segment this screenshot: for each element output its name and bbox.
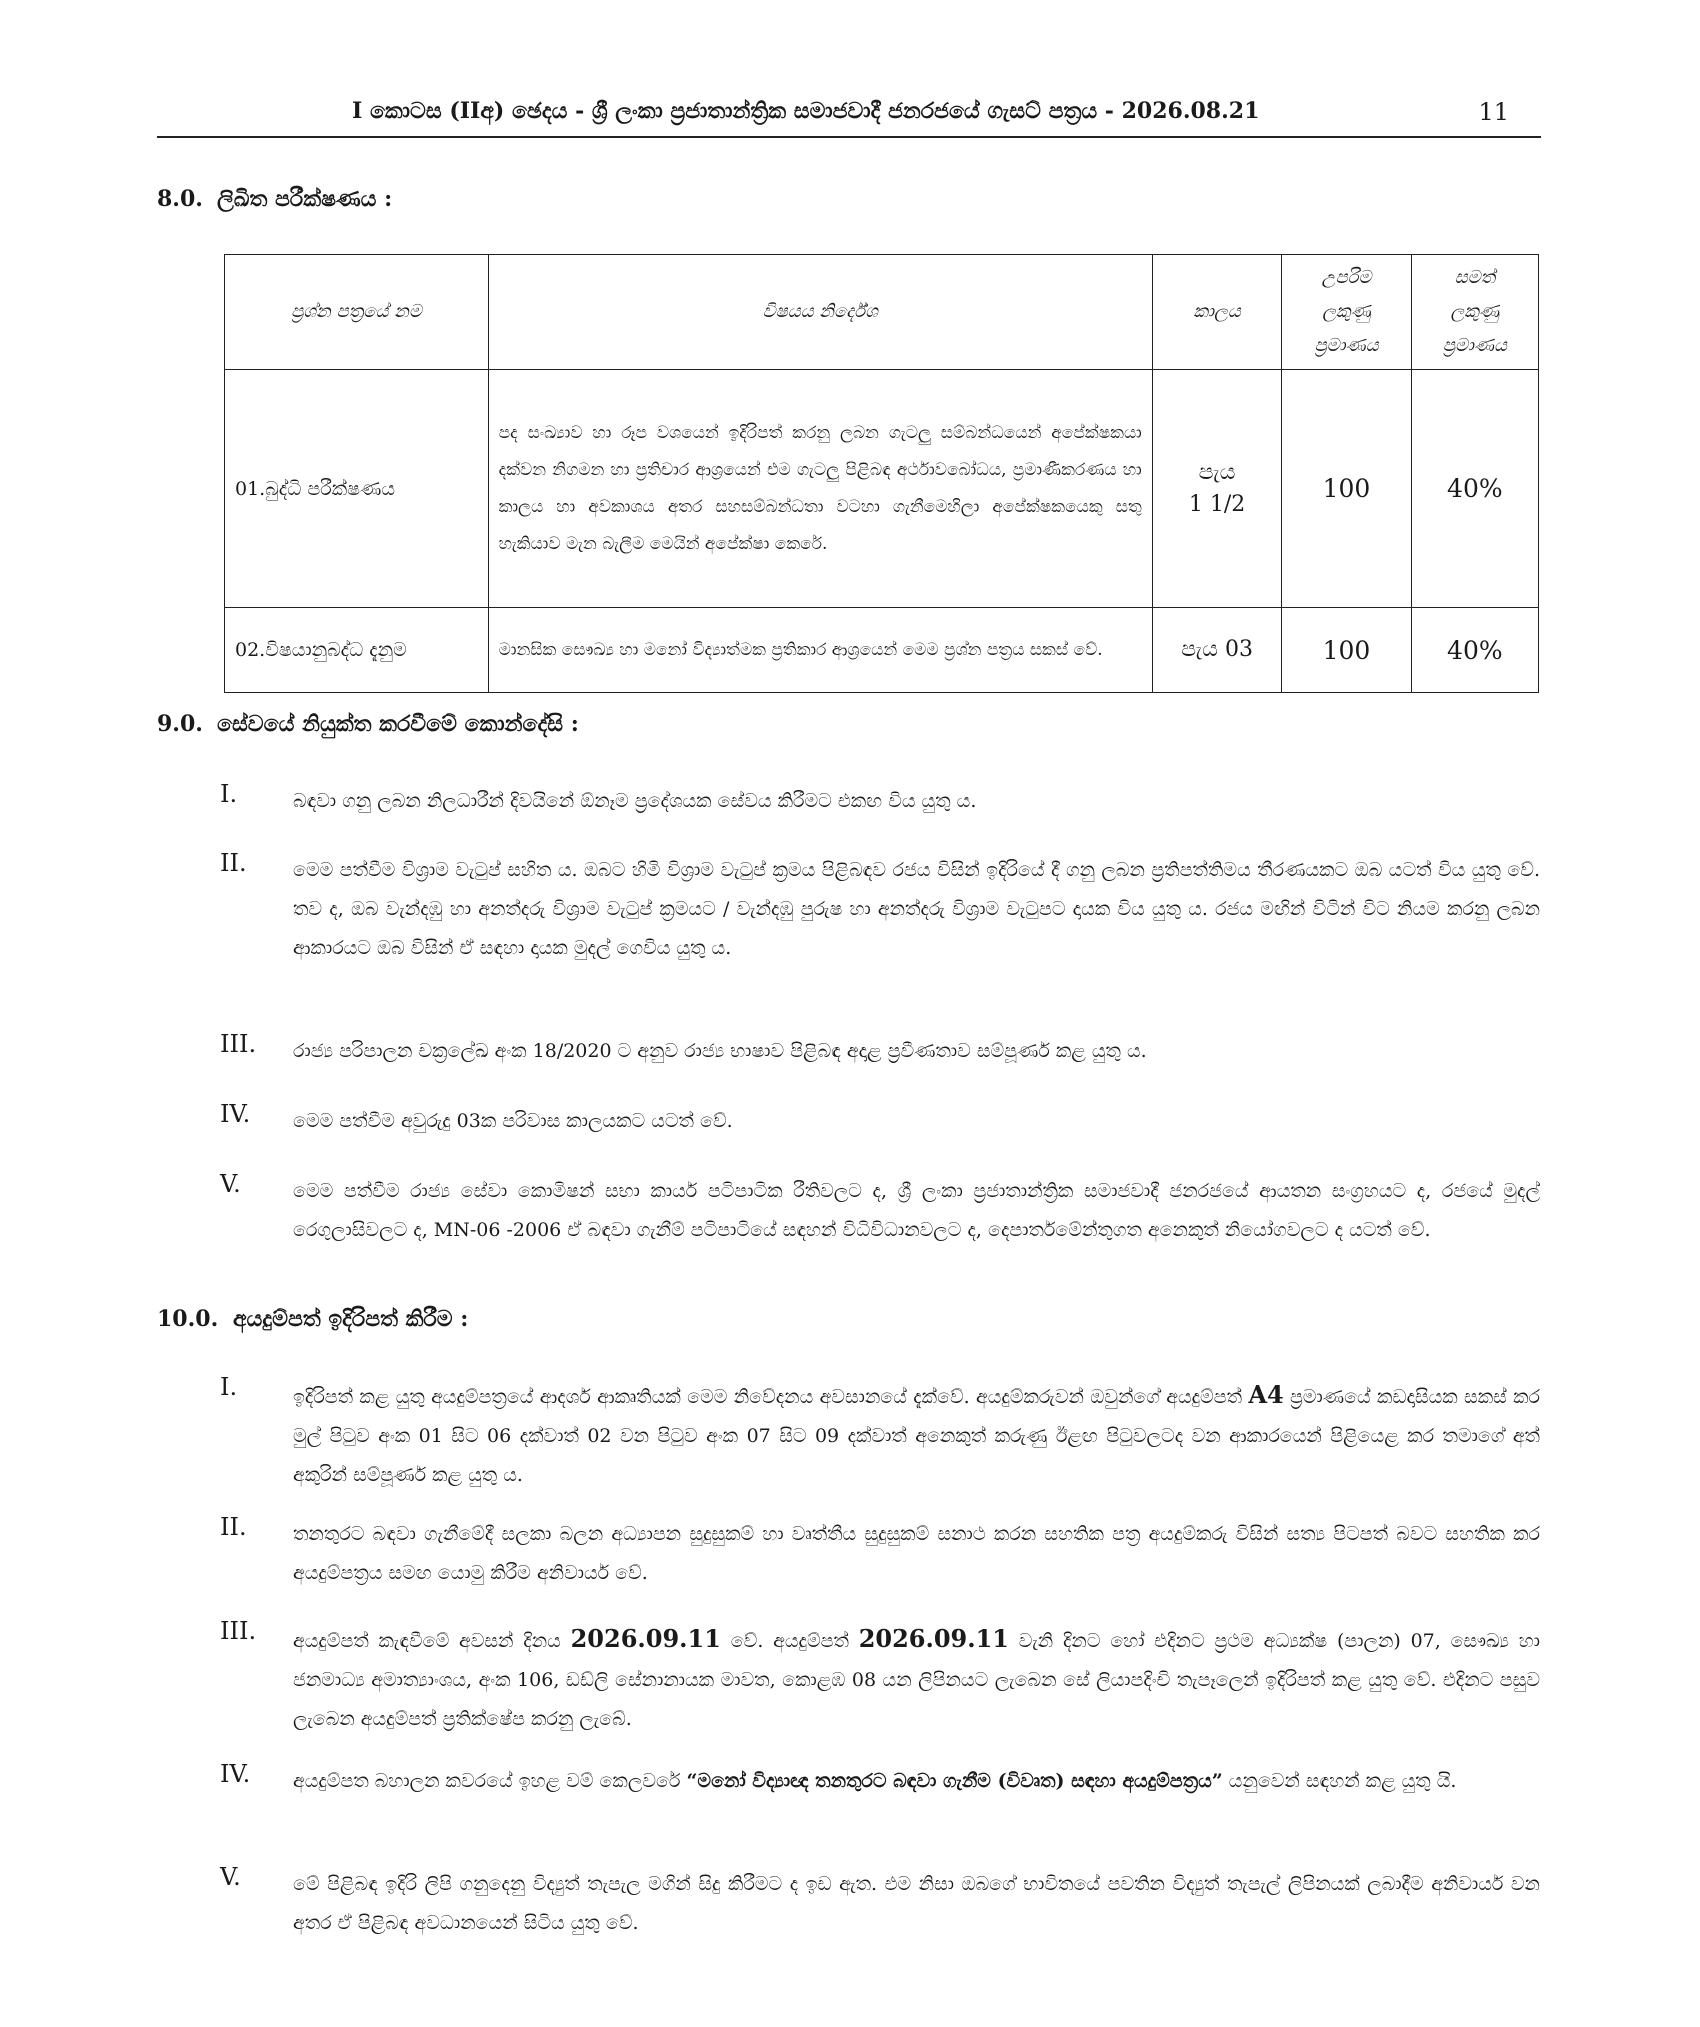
written-exam-table	[224, 254, 1539, 693]
paper-name-cell: 01.බුද්ධි පරීක්ෂණය	[225, 370, 489, 608]
table-row	[225, 608, 1539, 693]
page-number: 11	[1478, 98, 1509, 126]
section-title: අයදුම්පත් ඉදිරිපත් කිරීම :	[233, 1306, 469, 1332]
item-text: මෙම පත්වීම රාජ්‍ය සේවා කොමිෂන් සභා කාර්ය පටිපාටික රීතිවලට ද, ශ්‍රී ලංකා ප්‍රජාතාන්ත්‍රික සමාජවාදී ජනරජයේ ආයතන සංග්‍රහයට ද, රජයේ මුදල් රෙගුලාසිවලට ද, MN-06 -2006 ඒ බඳවා ගැනීම් පටිපාටියේ සඳහන් විධිවිධානවලට ද, දෙපාර්තමේන්තුගත අනෙකුත් නියෝගවලට ද යටත් වේ.	[293, 1180, 1540, 1241]
max-marks-cell: 100	[1282, 370, 1411, 608]
duration-cell: පැය 03	[1152, 608, 1282, 693]
item-text: බඳවා ගනු ලබන නිලධාරීන් දිවයිනේ ඕනෑම ප්‍රදේශයක සේවය කිරීමට එකඟ විය යුතු ය.	[293, 790, 977, 812]
col-header-pass-marks-text: සමත් ලකුණු ප්‍රමාණය	[1442, 267, 1507, 356]
gazette-title: I කොටස (IIඅ) ඡෙදය - ශ්‍රී ලංකා ප්‍රජාතාන්ත්‍රික සමාජවාදී ජනරජයේ ගැසට් පත්‍රය - 2026.08.21	[352, 98, 1260, 124]
item-numeral: IV.	[220, 1100, 251, 1128]
closing-date: 2026.09.11	[858, 1624, 1010, 1653]
syllabus-cell: මානසික සෞඛ්‍ය හා මනෝ විද්‍යාත්මක ප්‍රතිකාර ආශ්‍රයෙන් මෙම ප්‍රශ්න පත්‍රය සකස් වේ.	[488, 608, 1152, 693]
paper-size-label: A4	[1248, 1380, 1284, 1409]
pass-marks-cell: 40%	[1411, 608, 1538, 693]
item-text	[293, 1762, 1540, 1801]
section-title: ලිඛිත පරීක්ෂණය :	[217, 186, 393, 212]
col-header-syllabus: විෂයය නිර්දේශ	[488, 255, 1152, 370]
col-header-pass-marks	[1411, 255, 1538, 370]
item-text-part: වේ. අයදුම්පත්	[720, 1630, 859, 1652]
envelope-label: “මනෝ විද්‍යාඥ තනතුරට බඳවා ගැනීම (විවෘත) සඳහා අයදුම්පත්‍රය”	[686, 1770, 1223, 1792]
item-text-part: යනුවෙන් සඳහන් කළ යුතු යි.	[1222, 1770, 1457, 1792]
table-row	[225, 370, 1539, 608]
item-text: මෙම පත්වීම විශ්‍රාම වැටුප් සහිත ය. ඔබට හිමි විශ්‍රාම වැටුප් ක්‍රමය පිළිබඳව රජය විසින් ඉදිරියේ දී ගනු ලබන ප්‍රතිපත්තිමය තීරණයකට ඔබ යටත් විය යුතු වේ. තව ද, ඔබ වැන්දඹු හා අනත්දරු විශ්‍රාම වැටුප් ක්‍රමයට / වැන්දඹු පුරුෂ හා අනත්දරු විශ්‍රාම වැටුපට දායක විය යුතු ය. රජය මඟින් විටින් විට නියම කරනු ලබන ආකාරයට ඔබ විසින් ඒ සඳහා දායක මුදල් ගෙවිය යුතු ය.	[293, 859, 1540, 959]
page-header	[157, 96, 1541, 138]
item-numeral: V.	[220, 1170, 241, 1198]
col-header-paper-name: ප්‍රශ්න පත්‍රයේ නම	[225, 255, 489, 370]
section-number: 10.0.	[157, 1306, 219, 1332]
item-text-part: අයදුම්පත් කැඳවීමේ අවසන් දිනය	[293, 1630, 571, 1652]
duration-unit: පැය	[1198, 459, 1236, 485]
item-text: මෙම පත්වීම අවුරුදු 03ක පරිවාස කාලයකට යටත් වේ.	[293, 1110, 733, 1132]
syllabus-cell: පද සංඛ්‍යාව හා රූප වශයෙන් ඉදිරිපත් කරනු ලබන ගැටලු සම්බන්ධයෙන් අපේක්ෂකයා දක්වන නිගමන හා ප්‍රතිචාර ආශ්‍රයෙන් එම ගැටලු පිළිබඳ අර්ථාවබෝධය, ප්‍රමාණීකරණය හා කාලය හා අවකාශය අතර සහසම්බන්ධතා වටහා ගැනීමෙහිලා අපේක්ෂකයෙකු සතු හැකියාව මැන බැලීම මෙයින් අපේක්ෂා කෙරේ.	[488, 370, 1152, 608]
table-header-row	[225, 255, 1539, 370]
col-header-max-marks-text: උපරිම ලකුණු ප්‍රමාණය	[1314, 267, 1379, 356]
item-numeral: II.	[220, 1513, 247, 1541]
item-numeral: I.	[220, 780, 238, 808]
item-text	[293, 1619, 1540, 1739]
section-9-heading	[157, 711, 579, 737]
item-text	[293, 1375, 1540, 1495]
item-text-part: අයදුම්පත බහාලන කවරයේ ඉහළ වම් කෙලවරේ	[293, 1770, 687, 1792]
col-header-duration: කාලය	[1152, 255, 1282, 370]
item-numeral: IV.	[220, 1760, 251, 1788]
section-8-heading	[157, 186, 392, 212]
duration-value: 1 1/2	[1188, 491, 1246, 517]
item-text: මේ පිළිබඳ ඉදිරි ලිපි ගනුදෙනු විද්‍යුත් තැපැල මගින් සිදු කිරීමට ද ඉඩ ඇත. එම නිසා ඔබගේ භාවිතයේ පවතින විද්‍යුත් තැපැල් ලිපිනයක් ලබාදීම අනිවාර්ය වන අතර ඒ පිළිබඳ අවධානයෙන් සිටිය යුතු වේ.	[293, 1873, 1540, 1934]
col-header-max-marks	[1282, 255, 1411, 370]
section-title: සේවයේ නියුක්ත කරවීමේ කොන්දේසි :	[217, 711, 579, 737]
duration-cell	[1152, 370, 1282, 608]
item-text-part: ඉදිරිපත් කළ යුතු අයදුම්පත්‍රයේ ආදර්ශ ආකෘතියක් මෙම නිවේදනය අවසානයේ දැක්වේ. අයදුම්කරුවන් ඔවුන්ගේ අයදුම්පත්	[293, 1386, 1249, 1408]
item-text: තනතුරට බඳවා ගැනීමේදී සලකා බලන අධ්‍යාපන සුදුසුකම් හා වෘත්තීය සුදුසුකම් සනාථ කරන සහතික පත්‍ර අයදුම්කරු විසින් සත්‍ය පිටපත් බවට සහතික කර අයදුම්පත්‍රය සමඟ යොමු කිරීම අනිවාර්ය වේ.	[293, 1523, 1540, 1584]
section-10-heading	[157, 1306, 468, 1332]
section-number: 9.0.	[157, 711, 203, 737]
item-numeral: I.	[220, 1373, 238, 1401]
item-text-part: ප්‍රමාණයේ කඩදාසියක සකස් කර මුල් පිටුව අංක 01 සිට 06 දක්වාත් 02 වන පිටුව අංක 07 සිට 09 දක්වාත් අනෙකුත් කරුණු ඊළඟ පිටුවලටද වන ආකාරයෙන් පිළියෙළ කර තමාගේ අත් අකුරින් සම්පූර්ණ කළ යුතු ය.	[293, 1386, 1541, 1486]
max-marks-cell: 100	[1282, 608, 1411, 693]
item-numeral: V.	[220, 1863, 241, 1891]
item-numeral: III.	[220, 1617, 257, 1645]
pass-marks-cell: 40%	[1411, 370, 1538, 608]
item-numeral: II.	[220, 849, 247, 877]
item-numeral: III.	[220, 1030, 257, 1058]
item-text-part: වැනි දිනට හෝ එදිනට ප්‍රථම අධ්‍යක්ෂ (පාලන) 07, සෞඛ්‍ය හා ජනමාධ්‍ය අමාත්‍යාංශය, අංක 106, ඩඩ්ලි සේනානායක මාවත, කොළඹ 08 යන ලිපිනයට ලැබෙන සේ ලියාපදිංචි තැපෑලෙන් ඉදිරිපත් කළ යුතු වේ. එදිනට පසුව ලැබෙන අයදුම්පත් ප්‍රතික්ෂේප කරනු ලැබේ.	[293, 1630, 1540, 1730]
paper-name-cell: 02.විෂයානුබද්ධ දැනුම	[225, 608, 489, 693]
item-text: රාජ්‍ය පරිපාලන චක්‍රලේඛ අංක 18/2020 ට අනුව රාජ්‍ය භාෂාව පිළිබඳ අදාළ ප්‍රවීණතාව සම්පූර්ණ කළ යුතු ය.	[293, 1040, 1147, 1062]
closing-date: 2026.09.11	[570, 1624, 721, 1653]
section-number: 8.0.	[157, 186, 203, 212]
